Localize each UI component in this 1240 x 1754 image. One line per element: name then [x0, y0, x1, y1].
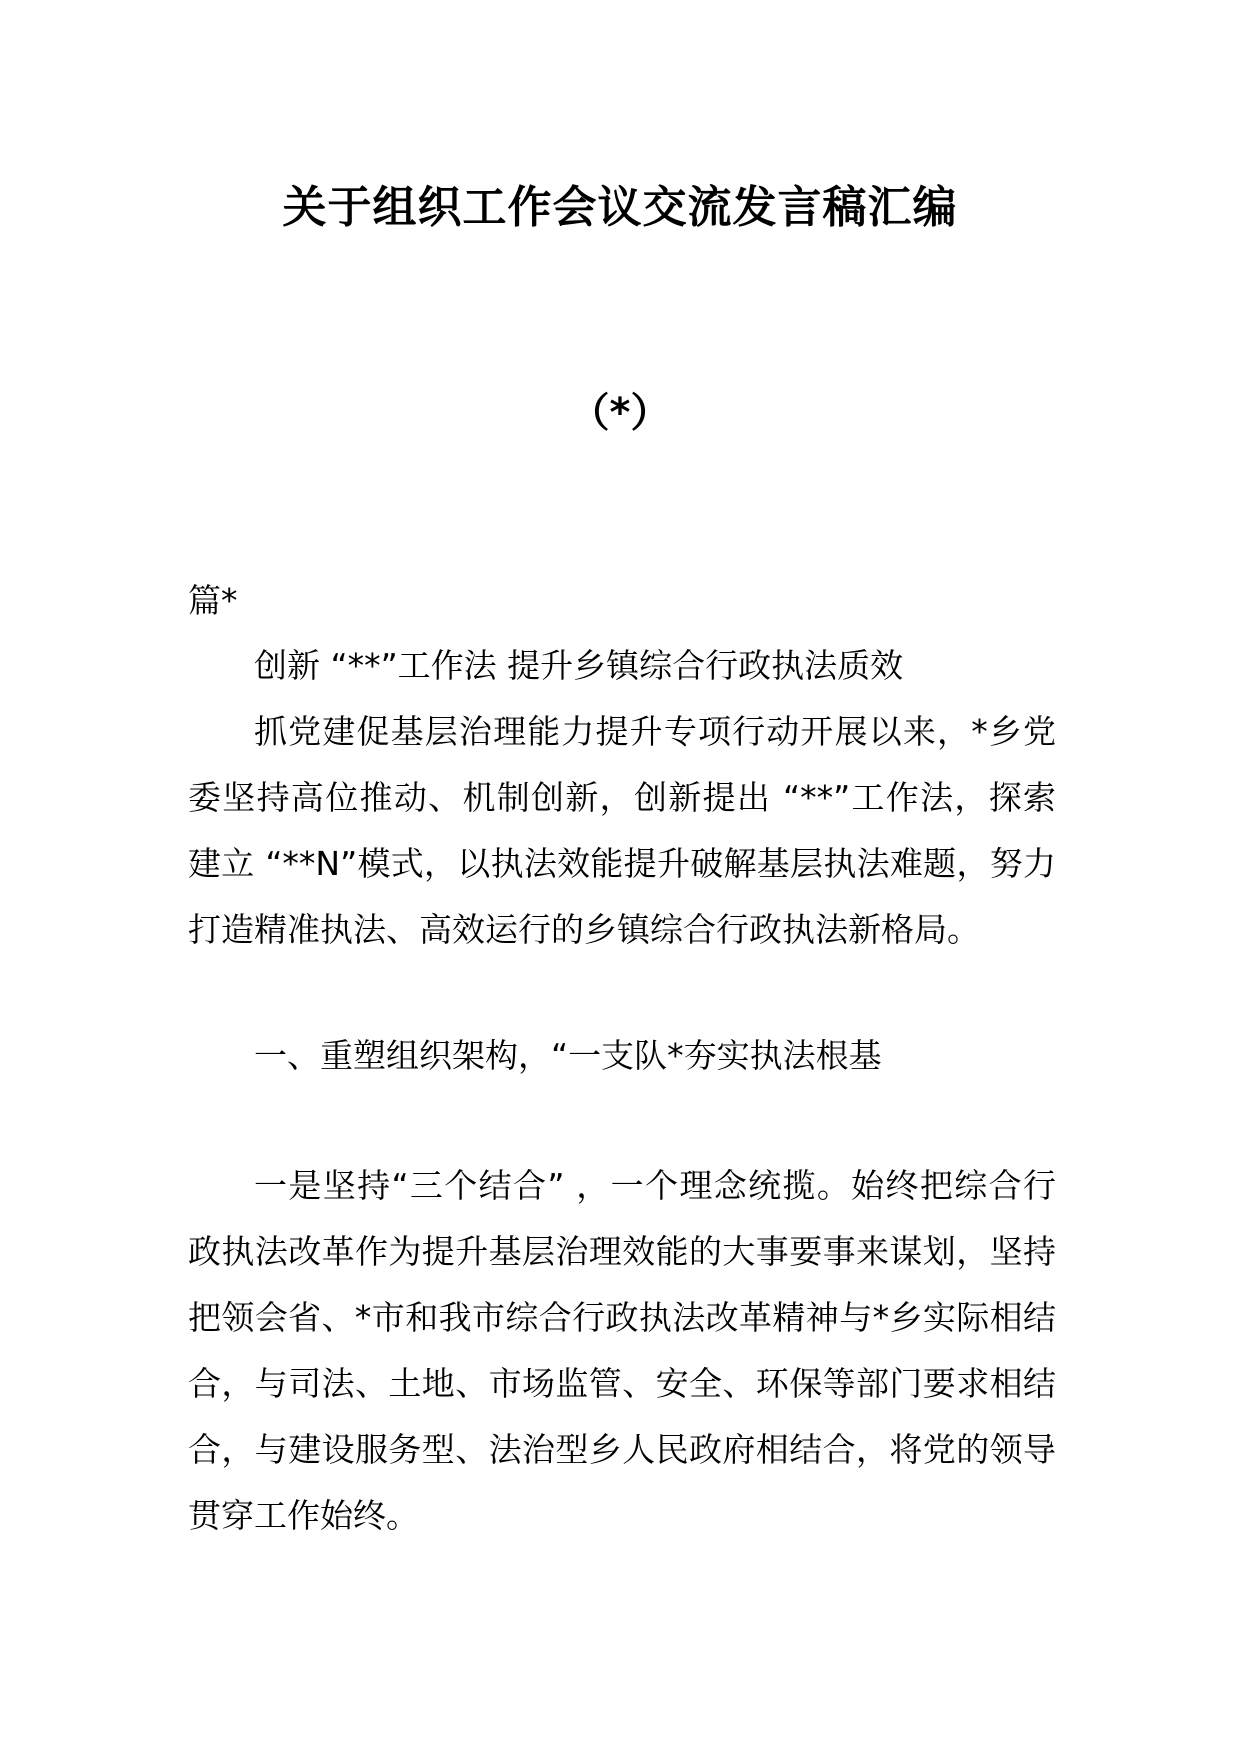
document-subtitle: （*）: [569, 390, 671, 436]
section-paragraph: [188, 1153, 1056, 1549]
section-paragraph-text: 一是坚持“三个结合” ，一个理念统揽。始终把综合行政执法改革作为提升基层治理效能的大事要事来谋划，坚持把领会省、*市和我市综合行政执法改革精神与*乡实际相结合，与司法、土地、市场监管、安全、环保等部门要求相结合，与建设服务型、法治型乡人民政府相结合，将党的领导贯穿工作始终。: [188, 1166, 1056, 1535]
article-title: [188, 633, 1056, 699]
article-title-text: 创新 “**”工作法 提升乡镇综合行政执法质效: [254, 646, 904, 685]
intro-paragraph-text: 抓党建促基层治理能力提升专项行动开展以来，*乡党委坚持高位推动、机制创新，创新提出 “**”工作法，探索建立 “**N”模式，以执法效能提升破解基层执法难题，努力打造精准执法、高效运行的乡镇综合行政执法新格局。: [188, 712, 1056, 949]
chapter-label: [188, 568, 1056, 634]
intro-paragraph: [188, 699, 1056, 963]
document-title: 关于组织工作会议交流发言稿汇编: [282, 182, 958, 233]
section-heading-text: 一、重塑组织架构，“一支队*夯实执法根基: [254, 1036, 882, 1075]
section-heading: [188, 1023, 1056, 1089]
chapter-label-text: 篇*: [188, 581, 238, 620]
